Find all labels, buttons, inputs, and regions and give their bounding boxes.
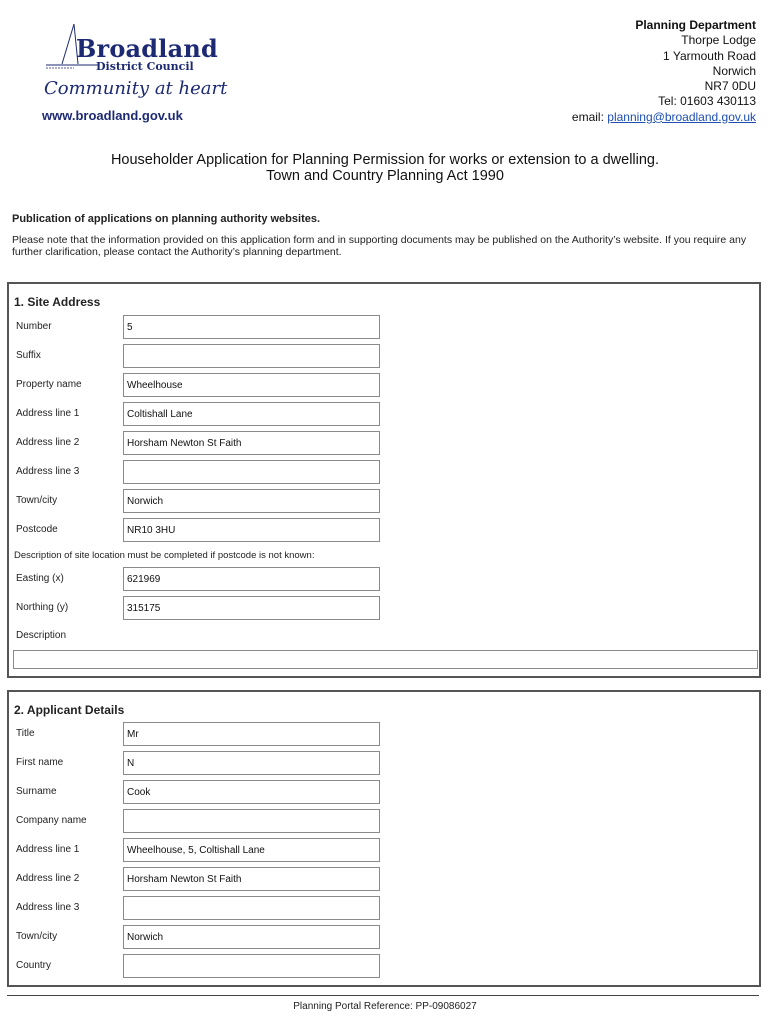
address-line2-field[interactable]: Horsham Newton St Faith: [123, 431, 380, 455]
address-line3-field[interactable]: [123, 460, 380, 484]
address-line1-field[interactable]: Coltishall Lane: [123, 402, 380, 426]
publication-heading: Publication of applications on planning authority websites.: [12, 213, 321, 225]
field-label: Title: [16, 728, 35, 739]
field-label: Suffix: [16, 350, 41, 361]
section-heading: 1. Site Address: [14, 295, 101, 309]
form-row: [9, 896, 759, 922]
form-row: [9, 954, 759, 980]
field-label: Town/city: [16, 495, 58, 506]
town-city-field[interactable]: Norwich: [123, 489, 380, 513]
form-row: [9, 567, 759, 593]
address-line3-field[interactable]: [123, 896, 380, 920]
council-logo: [40, 18, 240, 128]
form-row: [9, 838, 759, 864]
form-row: [9, 315, 759, 341]
logo-council: District Council: [96, 60, 194, 73]
department-email-row: [572, 110, 756, 125]
portal-reference: Planning Portal Reference: PP-09086027: [293, 1001, 477, 1012]
field-label: Address line 3: [16, 466, 80, 477]
easting-field[interactable]: 621969: [123, 567, 380, 591]
logo-tagline: Community at heart: [44, 78, 228, 99]
applicant-details-section: [7, 690, 761, 987]
logo-brand: Broadland: [76, 34, 218, 63]
form-row: [9, 780, 759, 806]
field-label: Country: [16, 960, 52, 971]
address-line1-field[interactable]: Wheelhouse, 5, Coltishall Lane: [123, 838, 380, 862]
form-row: [9, 809, 759, 835]
website-link[interactable]: www.broadland.gov.uk: [42, 108, 183, 123]
department-line: Thorpe Lodge: [681, 33, 756, 48]
field-label: First name: [16, 757, 64, 768]
northing-field[interactable]: 315175: [123, 596, 380, 620]
form-title-line1: Householder Application for Planning Permission for works or extension to a dwelling.: [110, 152, 660, 168]
department-address: [572, 18, 756, 125]
publication-note: Please note that the information provided on this application form and in supporting documents may be published on the Authority’s website. If you require any further clarification, please contact the Authority’s planning department.: [12, 234, 747, 258]
form-row: [9, 925, 759, 951]
field-label: Company name: [16, 815, 87, 826]
email-link[interactable]: planning@broadland.gov.uk: [607, 109, 756, 124]
field-label: Easting (x): [16, 573, 64, 584]
form-row: [9, 431, 759, 457]
department-name: Planning Department: [635, 18, 756, 32]
property-name-field[interactable]: Wheelhouse: [123, 373, 380, 397]
section-heading: 2. Applicant Details: [14, 703, 125, 717]
town-city-field[interactable]: Norwich: [123, 925, 380, 949]
field-label: Address line 1: [16, 408, 80, 419]
field-label: Northing (y): [16, 602, 69, 613]
suffix-field[interactable]: [123, 344, 380, 368]
company-name-field[interactable]: [123, 809, 380, 833]
surname-field[interactable]: Cook: [123, 780, 380, 804]
department-tel: Tel: 01603 430113: [658, 94, 756, 109]
form-row: [9, 373, 759, 399]
footer-divider: [7, 995, 759, 996]
field-label: Surname: [16, 786, 57, 797]
form-row: [9, 489, 759, 515]
first-name-field[interactable]: N: [123, 751, 380, 775]
form-row: [9, 344, 759, 370]
description-label: Description: [16, 630, 67, 641]
field-label: Address line 3: [16, 902, 80, 913]
field-label: Address line 1: [16, 844, 80, 855]
address-line2-field[interactable]: Horsham Newton St Faith: [123, 867, 380, 891]
form-row: [9, 518, 759, 544]
number-field[interactable]: 5: [123, 315, 380, 339]
field-label: Number: [16, 321, 52, 332]
form-row: [9, 867, 759, 893]
title-field[interactable]: Mr: [123, 722, 380, 746]
form-row: [9, 596, 759, 622]
description-field[interactable]: [13, 650, 758, 669]
field-label: Property name: [16, 379, 82, 390]
form-row: [9, 402, 759, 428]
form-title: [0, 152, 770, 184]
country-field[interactable]: [123, 954, 380, 978]
site-address-section: [7, 282, 761, 678]
department-line: Norwich: [712, 63, 756, 78]
field-label: Town/city: [16, 931, 58, 942]
field-label: Address line 2: [16, 437, 80, 448]
department-line: 1 Yarmouth Road: [663, 48, 756, 63]
form-title-line2: Town and Country Planning Act 1990: [266, 168, 504, 184]
form-row: [9, 460, 759, 486]
form-row: [9, 751, 759, 777]
field-label: Postcode: [16, 524, 58, 535]
field-label: Address line 2: [16, 873, 80, 884]
form-row: [9, 722, 759, 748]
department-line: NR7 0DU: [704, 79, 756, 94]
email-label: email:: [571, 109, 608, 124]
location-note: Description of site location must be completed if postcode is not known:: [14, 550, 315, 561]
postcode-field[interactable]: NR10 3HU: [123, 518, 380, 542]
